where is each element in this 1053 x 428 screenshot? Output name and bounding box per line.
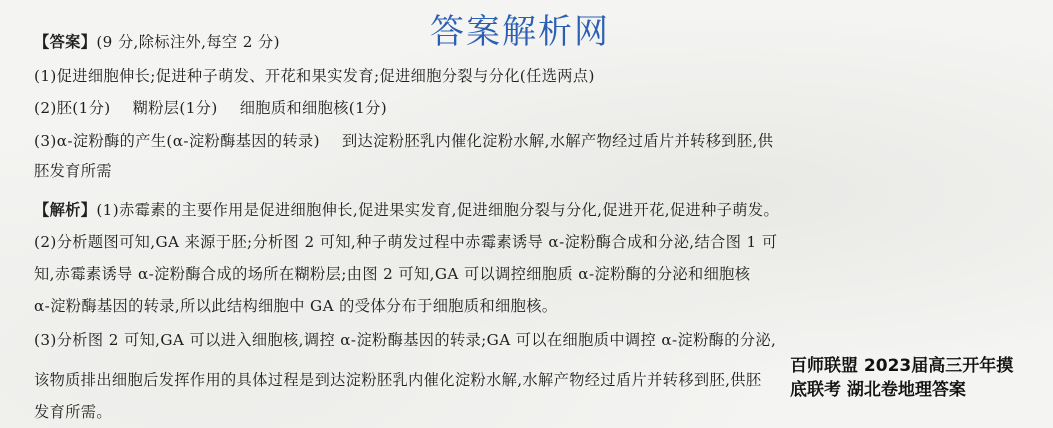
analysis-p3-line3: 发育所需。 xyxy=(34,403,112,421)
analysis-p3-line2: 该物质排出细胞后发挥作用的具体过程是到达淀粉胚乳内催化淀粉水解,水解产物经过盾片并转移到胚,供胚 xyxy=(34,371,762,389)
analysis-p3-line1: (3)分析图 2 可知,GA 可以进入细胞核,调控 α-淀粉酶基因的转录;GA 可以在细胞质中调控 α-淀粉酶的分泌, xyxy=(34,331,777,349)
answer-header-line xyxy=(34,30,280,54)
footer-watermark-line1: 百师联盟 2023届高三开年摸 xyxy=(790,356,1014,376)
analysis-p2-line3: α-淀粉酶基因的转录,所以此结构细胞中 GA 的受体分布于细胞质和细胞核。 xyxy=(34,297,558,315)
analysis-label: 【解析】 xyxy=(34,201,97,219)
answer-q3-continued: 胚发育所需 xyxy=(34,162,112,180)
answer-q1: (1)促进细胞伸长;促进种子萌发、开花和果实发育;促进细胞分裂与分化(任选两点) xyxy=(34,67,595,85)
answer-q2 xyxy=(34,96,387,120)
watermark-title: 答案解析网 xyxy=(430,12,610,52)
answer-q3 xyxy=(34,129,773,153)
scoring-note: (9 分,除标注外,每空 2 分) xyxy=(96,33,280,51)
analysis-p2-line2: 知,赤霉素诱导 α-淀粉酶合成的场所在糊粉层;由图 2 可知,GA 可以调控细胞质 α-淀粉酶的分泌和细胞核 xyxy=(34,265,751,283)
answer-q2-part-b: 糊粉层(1分) xyxy=(132,99,218,117)
answer-q3-part-a: (3)α-淀粉酶的产生(α-淀粉酶基因的转录) xyxy=(34,132,320,150)
answer-label: 【答案】 xyxy=(34,33,97,51)
answer-q2-part-a: (2)胚(1分) xyxy=(34,99,111,117)
footer-watermark-line2: 底联考 湖北卷地理答案 xyxy=(790,380,966,400)
analysis-p2-line1: (2)分析题图可知,GA 来源于胚;分析图 2 可知,种子萌发过程中赤霉素诱导 α-淀粉酶合成和分泌,结合图 1 可 xyxy=(34,233,778,251)
analysis-p1: (1)赤霉素的主要作用是促进细胞伸长,促进果实发育,促进细胞分裂与分化,促进开花,促进种子萌发。 xyxy=(96,201,780,219)
analysis-p1-line xyxy=(34,198,779,222)
footer-watermark xyxy=(790,354,1013,402)
answer-q2-part-c: 细胞质和细胞核(1分) xyxy=(239,99,388,117)
answer-q3-part-b: 到达淀粉胚乳内催化淀粉水解,水解产物经过盾片并转移到胚,供 xyxy=(341,132,774,150)
